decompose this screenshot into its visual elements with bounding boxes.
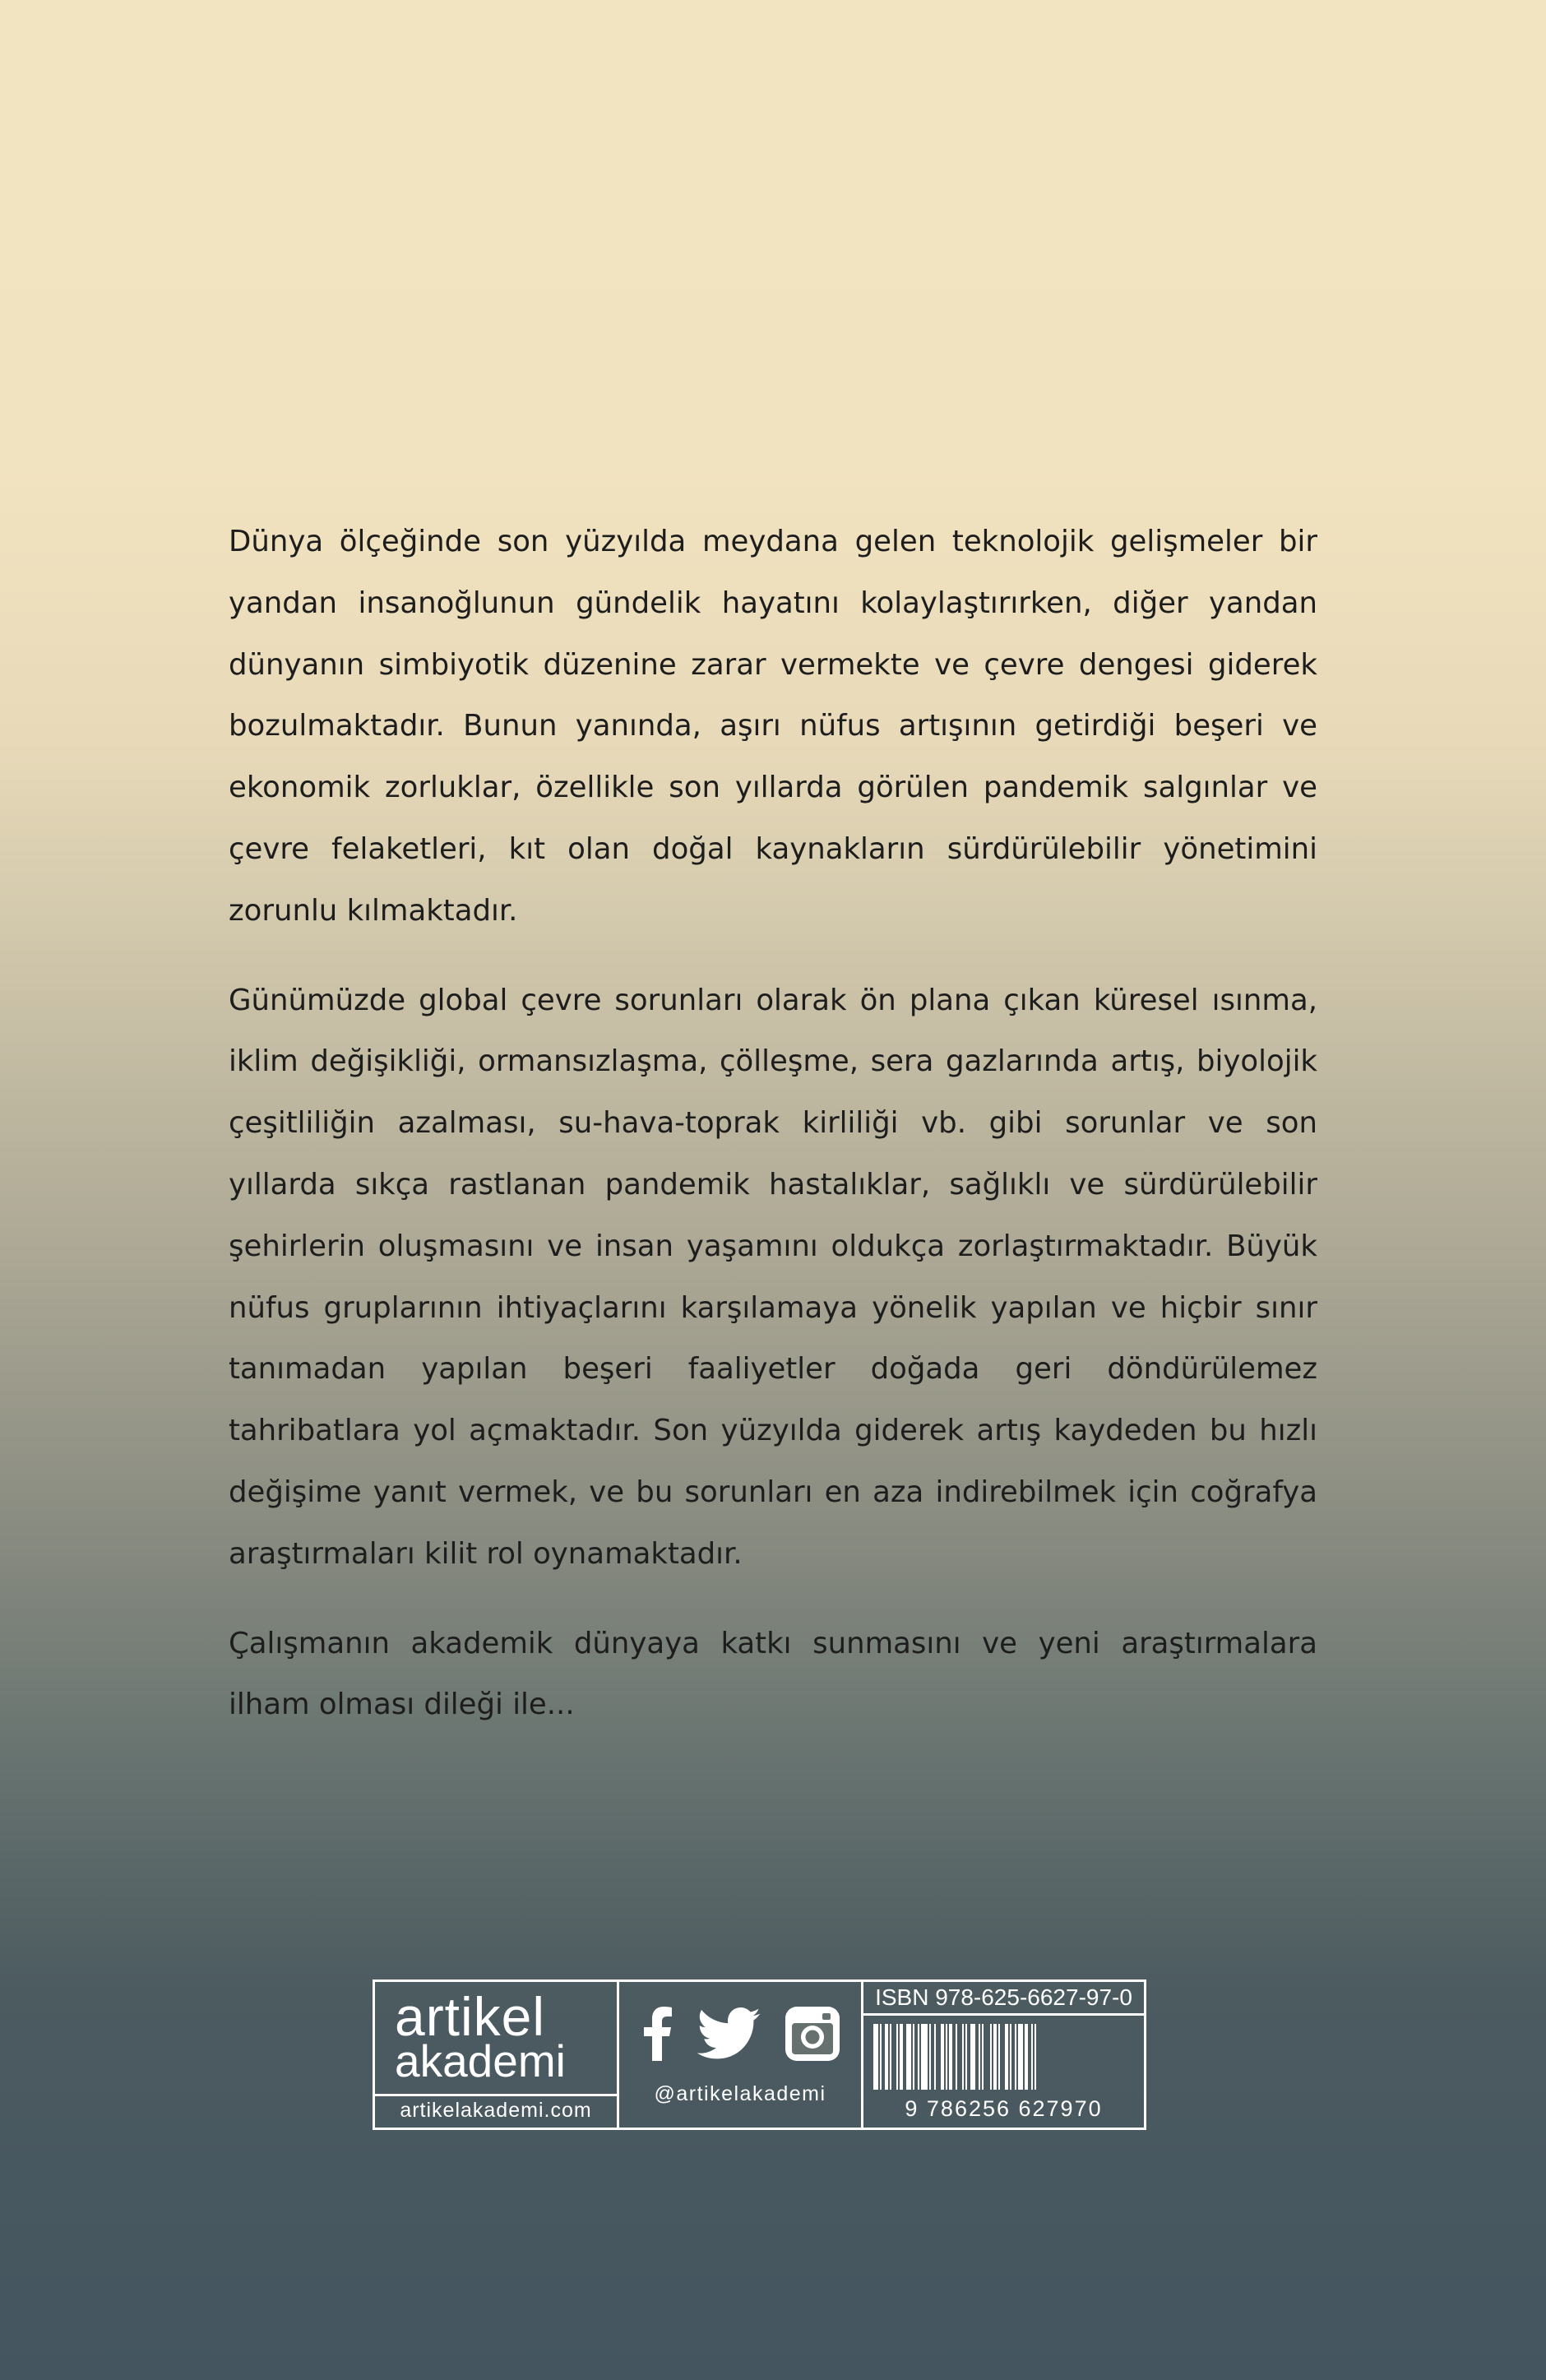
- isbn-cell: [863, 1982, 1144, 2128]
- social-media-cell: [619, 1982, 863, 2128]
- barcode-bar: [982, 2024, 984, 2090]
- facebook-icon: [644, 2007, 672, 2064]
- publisher-logo-subtitle: akademi: [395, 2035, 566, 2086]
- back-cover-blurb: [229, 512, 1317, 1764]
- instagram-icon: [785, 2007, 840, 2064]
- barcode-bar: [918, 2024, 919, 2090]
- barcode-bar: [1031, 2024, 1033, 2090]
- barcode-bar: [929, 2024, 931, 2090]
- barcode-bar: [941, 2024, 944, 2090]
- barcode-bar: [934, 2024, 936, 2090]
- isbn-number: ISBN 978-625-6627-97-0: [863, 1982, 1144, 2016]
- barcode-bar: [880, 2024, 882, 2090]
- barcode-bar: [1035, 2024, 1036, 2090]
- blurb-paragraph-3: Çalışmanın akademik dünyaya katkı sunmasını ve yeni araştırmalara ilham olması dileği ile...: [229, 1626, 1317, 1722]
- twitter-icon: [697, 2007, 761, 2063]
- barcode-digits: 9 786256 627970: [905, 2096, 1103, 2121]
- publisher-website: artikelakademi.com: [400, 2099, 592, 2122]
- barcode-bar: [1010, 2024, 1011, 2090]
- barcode-bar: [885, 2024, 888, 2090]
- barcode-bar: [896, 2024, 898, 2090]
- barcode-bar: [921, 2024, 928, 2090]
- logo-divider: [375, 2094, 617, 2096]
- barcode-bar: [979, 2024, 980, 2090]
- publisher-info-box: [373, 1979, 1146, 2130]
- social-handle: @artikelakademi: [654, 2082, 826, 2105]
- barcode-bar: [1025, 2024, 1028, 2090]
- barcode: [863, 2019, 1144, 2128]
- barcode-bar: [873, 2024, 878, 2090]
- barcode-bar: [998, 2024, 1000, 2090]
- barcode-bar: [900, 2024, 903, 2090]
- barcode-bars: [863, 2019, 1143, 2093]
- barcode-bar: [970, 2024, 975, 2090]
- barcode-bar: [890, 2024, 891, 2090]
- barcode-bar: [913, 2024, 914, 2090]
- barcode-bar: [906, 2024, 911, 2090]
- barcode-bar: [965, 2024, 967, 2090]
- social-icons-row: [644, 2007, 840, 2064]
- barcode-bar: [993, 2024, 997, 2090]
- blurb-paragraph-2: Günümüzde global çevre sorunları olarak ön plana çıkan küresel ısınma, iklim değişikliği, ormansızlaşma, çölleşme, sera gazlarında artış, biyolojik çeşitliliğin azalması, su-hava-toprak kirliliği vb. gibi sorunlar ve son yıllarda sıkça rastlanan pandemik hastalıklar, sağlıklı ve sürdürülebilir şehirlerin oluşmasını ve insan yaşamını oldukça zorlaştırmaktadır. Büyük nüfus gruplarının ihtiyaçlarını karşılamaya yönelik yapılan ve hiçbir sınır tanımadan yapılan beşeri faaliyetler doğada geri döndürülemez tahribatlara yol açmaktadır. Son yüzyılda giderek artış kaydeden bu hızlı değişime yanıt vermek, ve bu sorunları en aza indirebilmek için coğrafya araştırmaları kilit rol oynamaktadır.: [229, 983, 1317, 1571]
- barcode-bar: [962, 2024, 964, 2090]
- blurb-paragraph-1: Dünya ölçeğinde son yüzyılda meydana gelen teknolojik gelişmeler bir yandan insanoğlunun gündelik hayatını kolaylaştırırken, diğer yandan dünyanın simbiyotik düzenine zarar vermekte ve çevre dengesi giderek bozulmaktadır. Bunun yanında, aşırı nüfus artışının getirdiği beşeri ve ekonomik zorluklar, özellikle son yıllarda görülen pandemik salgınlar ve çevre felaketleri, kıt olan doğal kaynakların sürdürülebilir yönetimini zorunlu kılmaktadır.: [229, 525, 1317, 928]
- barcode-bar: [1005, 2024, 1008, 2090]
- publisher-logo-cell: [375, 1982, 619, 2128]
- barcode-bar: [956, 2024, 957, 2090]
- barcode-bar: [949, 2024, 952, 2090]
- barcode-bar: [990, 2024, 992, 2090]
- publisher-logo-wordmark: artikel: [395, 1986, 546, 2047]
- barcode-bar: [946, 2024, 947, 2090]
- barcode-bar: [1018, 2024, 1023, 2090]
- barcode-bar: [1015, 2024, 1016, 2090]
